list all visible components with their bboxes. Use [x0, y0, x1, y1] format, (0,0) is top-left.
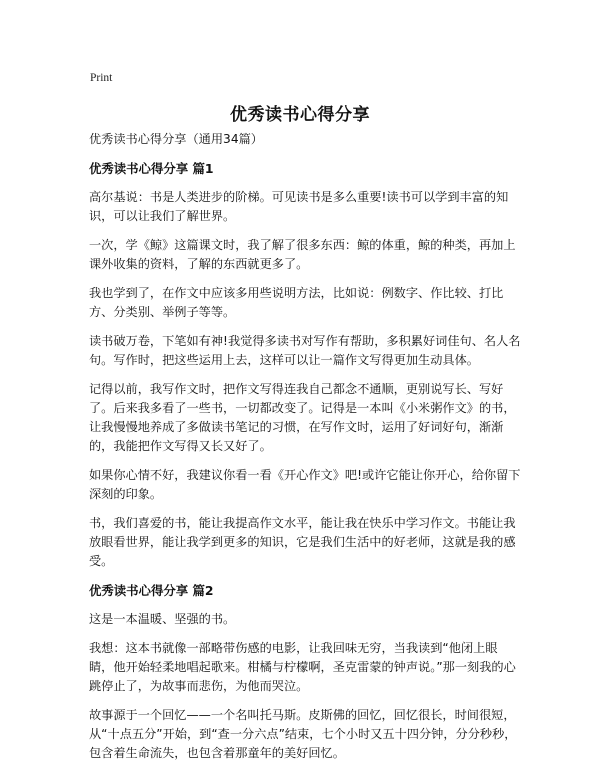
page-title: 优秀读书心得分享: [230, 105, 370, 125]
paragraph: 读书破万卷，下笔如有神!我觉得多读书对写作有帮助，多积累好词佳句、名人名句。写作时，把这些运用上去，这样可以让一篇作文写得更加生动具体。: [89, 334, 521, 367]
paragraph: 这是一本温暖、坚强的书。: [89, 612, 236, 626]
paragraph: 高尔基说：书是人类进步的阶梯。可见读书是多么重要!读书可以学到丰富的知识，可以让我们了解世界。: [89, 190, 509, 223]
document-body: [89, 130, 521, 773]
print-link[interactable]: Print: [90, 72, 113, 84]
section-heading-2: 优秀读书心得分享 篇2: [89, 583, 214, 598]
paragraph: 我也学到了，在作文中应该多用些说明方法，比如说：例数字、作比较、打比方、分类别、举例子等等。: [89, 286, 504, 319]
document-subtitle: 优秀读书心得分享（通用34篇）: [89, 132, 263, 146]
section-heading-1: 优秀读书心得分享 篇1: [89, 161, 214, 176]
paragraph: 记得以前，我写作文时，把作文写得连我自己都念不通顺，更别说写长、写好了。后来我多看了一些书，一切都改变了。记得是一本叫《小米粥作文》的书，让我慢慢地养成了多做读书笔记的习惯，在写作文时，运用了好词好句，渐渐的，我能把作文写得又长又好了。: [89, 382, 516, 453]
paragraph: 我想：这本书就像一部略带伤感的电影，让我回味无穷，当我读到“他闭上眼睛，他开始轻柔地唱起歌来。柑橘与柠檬啊，圣克雷蒙的钟声说。”那一刻我的心跳停止了，为故事而悲伤，为他而哭泣。: [89, 641, 516, 693]
paragraph: 故事源于一个回忆——一个名叫托马斯。皮斯佛的回忆，回忆很长，时间很短，从“十点五分”开始，到“查一分六点”结束，七个小时又五十四分钟，分分秒秒，包含着生命流失，也包含着那童年的美好回忆。: [89, 708, 517, 760]
paragraph: 如果你心情不好，我建议你看一看《开心作文》吧!或许它能让你开心，给你留下深刻的印象。: [89, 468, 521, 501]
paragraph: 书，我们喜爱的书，能让我提高作文水平，能让我在快乐中学习作文。书能让我放眼看世界，能让我学到更多的知识，它是我们生活中的好老师，这就是我的感受。: [89, 516, 516, 568]
paragraph: 一次，学《鲸》这篇课文时，我了解了很多东西：鲸的体重，鲸的种类，再加上课外收集的资料，了解的东西就更多了。: [89, 238, 516, 271]
